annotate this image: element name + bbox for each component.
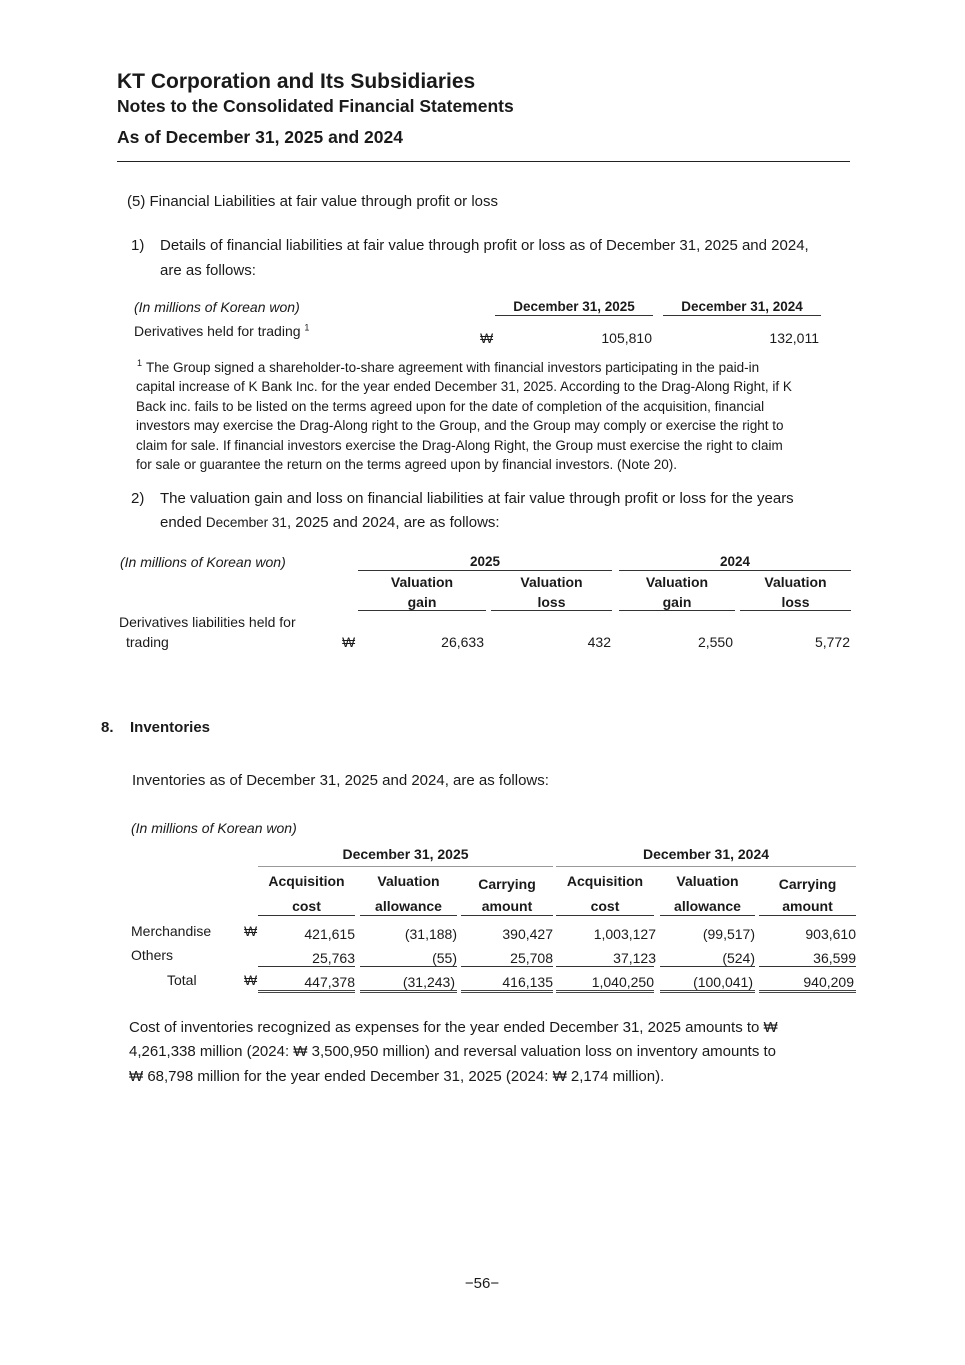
footnote-line: Back inc. fails to be listed on the terms agreed upon for the date of completion of the acquisition, financial <box>136 399 765 414</box>
cell-value: 36,599 <box>813 950 856 966</box>
document-period: As of December 31, 2025 and 2024 <box>117 127 403 147</box>
year-group-header: 2025 <box>469 554 501 569</box>
cell-value: 37,123 <box>613 950 656 966</box>
double-underline <box>556 990 654 993</box>
subtotal-rule <box>759 966 856 967</box>
column-header: gain <box>662 594 692 610</box>
column-header: gain <box>407 594 437 610</box>
cell-value: 26,633 <box>441 634 484 650</box>
subtotal-rule <box>461 966 553 967</box>
cell-value: 940,209 <box>803 974 854 990</box>
page-number: −56− <box>464 1275 500 1292</box>
column-underline <box>358 610 486 611</box>
column-header: December 31, 2024 <box>681 299 803 314</box>
group-underline <box>556 866 856 867</box>
column-header: cost <box>292 898 321 914</box>
double-underline <box>258 990 355 993</box>
item-1-number: 1) <box>131 237 145 254</box>
cell-value: 25,763 <box>312 950 355 966</box>
column-header: Valuation <box>676 873 739 889</box>
period-group-header: December 31, 2025 <box>342 846 469 862</box>
table-unit-label: (In millions of Korean won) <box>134 299 300 315</box>
cell-value: 132,011 <box>769 330 819 346</box>
column-header: amount <box>481 898 533 914</box>
footnote-line: capital increase of K Bank Inc. for the year ended December 31, 2025. According to the Drag-Along Right, if K <box>136 379 792 394</box>
column-underline <box>495 315 653 316</box>
column-underline <box>619 610 735 611</box>
subtotal-rule <box>660 966 755 967</box>
cell-value: (524) <box>722 950 755 966</box>
year-group-header: 2024 <box>719 554 751 569</box>
footnote-line: claim for sale. If financial investors exercise the Drag-Along Right, the Group must exercise the right to claim <box>136 438 783 453</box>
section-5-title: (5) Financial Liabilities at fair value through profit or loss <box>127 193 499 210</box>
currency-symbol: ₩ <box>244 972 258 988</box>
column-header: loss <box>537 594 566 610</box>
table-unit-label: (In millions of Korean won) <box>120 554 286 570</box>
paragraph-line: Cost of inventories recognized as expenses for the year ended December 31, 2025 amounts to ₩ <box>129 1019 778 1036</box>
footnote-marker: 1 <box>137 358 143 368</box>
cell-value: (99,517) <box>702 926 755 942</box>
column-header: Carrying <box>478 876 536 892</box>
section-8-intro: Inventories as of December 31, 2025 and 2024, are as follows: <box>132 772 549 789</box>
row-label: trading <box>126 634 169 650</box>
column-underline <box>461 915 553 916</box>
column-underline <box>663 315 821 316</box>
row-label: Total <box>167 972 197 988</box>
footnote-ref: 1 <box>304 322 310 333</box>
document-subtitle: Notes to the Consolidated Financial Statements <box>117 96 514 116</box>
cell-value: 390,427 <box>502 926 553 942</box>
column-header: December 31, 2025 <box>513 299 635 314</box>
subtotal-rule <box>258 966 355 967</box>
column-header: Carrying <box>778 876 837 892</box>
double-underline <box>461 990 553 993</box>
item-2-text-line1: The valuation gain and loss on financial liabilities at fair value through profit or loss for the years <box>160 490 794 507</box>
subtotal-rule <box>360 966 457 967</box>
paragraph-line: 4,261,338 million (2024: ₩ 3,500,950 million) and reversal valuation loss on inventory amounts to <box>129 1043 777 1060</box>
column-underline <box>258 915 355 916</box>
cell-value: 421,615 <box>304 926 355 942</box>
cell-value: 447,378 <box>304 974 355 990</box>
cell-value: 432 <box>587 634 611 650</box>
double-underline <box>759 990 856 993</box>
column-header: allowance <box>674 898 741 914</box>
column-header: Acquisition <box>268 873 345 889</box>
cell-value: (100,041) <box>693 974 753 990</box>
section-8-number: 8. <box>101 719 114 736</box>
cell-value: 2,550 <box>697 634 733 650</box>
column-underline <box>759 915 856 916</box>
group-underline <box>258 866 553 867</box>
currency-symbol: ₩ <box>480 330 494 346</box>
footnote-line: for sale or guarantee the return on the terms agreed upon by financial investors. (Note 20). <box>136 457 678 472</box>
currency-symbol: ₩ <box>342 634 356 650</box>
column-underline <box>491 610 612 611</box>
footnote-line: investors may exercise the Drag-Along right to the Group, and the Group may comply or exercise the right to <box>136 418 784 433</box>
cell-value: 1,040,250 <box>591 974 654 990</box>
cell-value: 105,810 <box>601 330 652 346</box>
column-header: Valuation <box>645 574 709 590</box>
paragraph-line: ₩ 68,798 million for the year ended December 31, 2025 (2024: ₩ 2,174 million). <box>129 1068 665 1085</box>
cell-value: (31,188) <box>404 926 457 942</box>
group-underline <box>358 570 612 571</box>
section-8-title: Inventories <box>130 719 211 736</box>
column-underline <box>740 610 851 611</box>
column-header: Valuation <box>377 873 440 889</box>
cell-value: 1,003,127 <box>593 926 656 942</box>
row-label: Derivatives liabilities held for <box>119 614 296 630</box>
column-underline <box>360 915 457 916</box>
column-header: loss <box>781 594 810 610</box>
cell-value: 416,135 <box>502 974 553 990</box>
column-header: Valuation <box>520 574 583 590</box>
row-label: Merchandise <box>131 923 212 939</box>
currency-symbol: ₩ <box>244 923 258 939</box>
column-underline <box>556 915 654 916</box>
double-underline <box>660 990 755 993</box>
column-underline <box>660 915 755 916</box>
cell-value: 25,708 <box>510 950 553 966</box>
item-2-text-line2: ended December 31, 2025 and 2024, are as follows: <box>160 514 500 531</box>
cell-value: (55) <box>432 950 457 966</box>
footnote-line: The Group signed a shareholder-to-share agreement with financial investors participating in the paid-in <box>146 360 760 375</box>
cell-value: 903,610 <box>805 926 856 942</box>
group-underline <box>619 570 851 571</box>
double-underline <box>360 990 457 993</box>
column-header: Acquisition <box>566 873 644 889</box>
table-unit-label: (In millions of Korean won) <box>131 820 297 836</box>
column-header: allowance <box>375 898 442 914</box>
company-title: KT Corporation and Its Subsidiaries <box>117 70 476 93</box>
column-header: Valuation <box>764 574 827 590</box>
cell-value: 5,772 <box>814 634 850 650</box>
subtotal-rule <box>556 966 654 967</box>
item-1-text-line1: Details of financial liabilities at fair value through profit or loss as of December 31, 2025 and 2024, <box>160 237 809 254</box>
column-header: cost <box>590 898 620 914</box>
row-label: Others <box>131 947 174 963</box>
column-header: Valuation <box>390 574 454 590</box>
cell-value: (31,243) <box>402 974 455 990</box>
column-header: amount <box>782 898 833 914</box>
header-divider <box>117 161 850 162</box>
item-1-text-line2: are as follows: <box>160 262 256 279</box>
item-2-number: 2) <box>131 490 145 507</box>
period-group-header: December 31, 2024 <box>642 846 770 862</box>
row-label: Derivatives held for trading $^1$ <box>134 322 310 339</box>
